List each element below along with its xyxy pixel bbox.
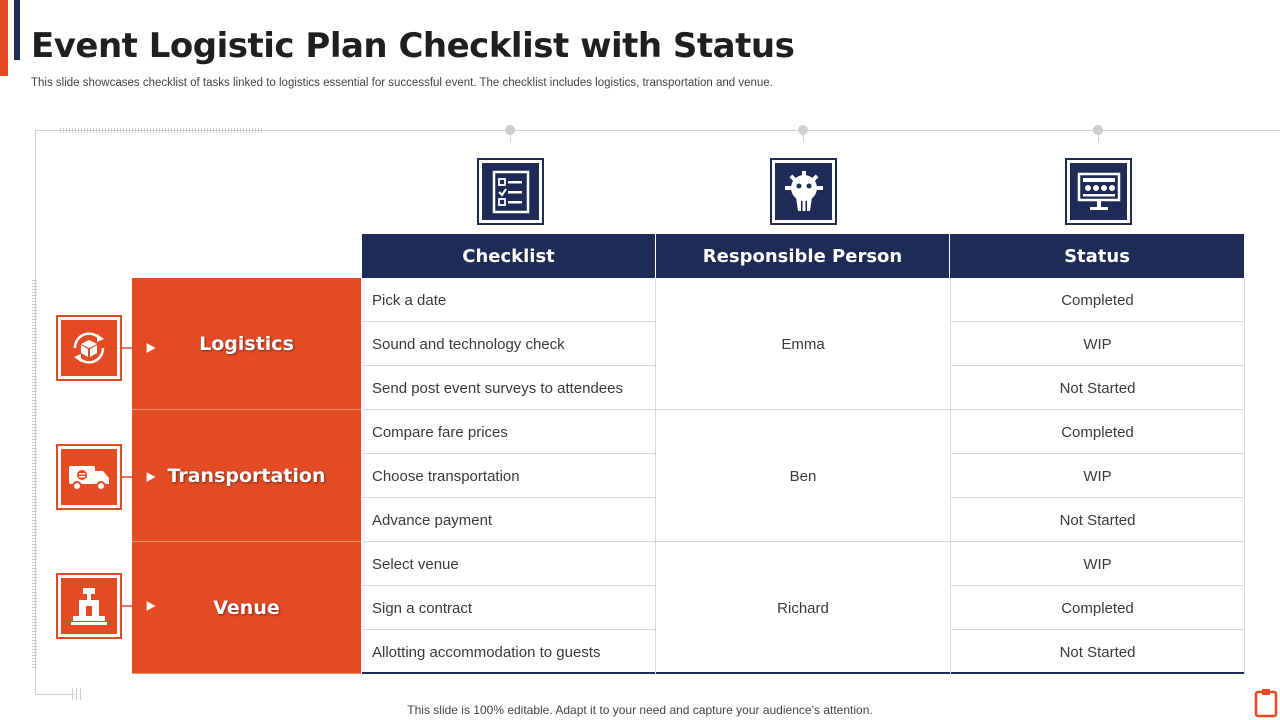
task-cell: Sign a contract (362, 586, 656, 630)
frame-bottom-line (35, 694, 75, 695)
checklist-column-icon-frame (477, 158, 544, 225)
checklist-table (362, 278, 1245, 674)
responsible-person-cell: Emma (781, 335, 825, 353)
accent-bar-orange (0, 0, 8, 76)
accent-bar-navy (14, 0, 20, 60)
status-cell: Not Started (950, 366, 1245, 410)
box-cycle-icon (67, 326, 111, 370)
task-cell: Choose transportation (362, 454, 656, 498)
checklist-icon (492, 170, 530, 214)
status-cell: Not Started (950, 498, 1245, 542)
frame-top-dots (60, 128, 263, 133)
pin-line (1098, 134, 1099, 142)
task-cell: Send post event surveys to attendees (362, 366, 656, 410)
venue-icon-frame (56, 573, 122, 639)
pin-line (510, 134, 511, 142)
header-responsible-person: Responsible Person (656, 234, 950, 278)
venue-building-icon (69, 584, 109, 628)
clipboard-icon[interactable] (1254, 688, 1278, 718)
responsible-person-cell: Ben (789, 467, 817, 485)
status-column-icon-frame (1065, 158, 1132, 225)
frame-tick (80, 688, 81, 700)
logistics-arrow-icon (122, 341, 158, 355)
task-cell: Allotting accommodation to guests (362, 630, 656, 674)
footer-note: This slide is 100% editable. Adapt it to your need and capture your audience’s attention. (407, 703, 873, 717)
table-header (362, 234, 1244, 278)
status-cell: Completed (950, 278, 1245, 322)
category-transportation: Transportation (132, 410, 361, 542)
task-cell: Advance payment (362, 498, 656, 542)
task-cell: Pick a date (362, 278, 656, 322)
status-cell: Completed (950, 410, 1245, 454)
responsible-person-cell: Richard (777, 599, 829, 617)
pin-line (803, 134, 804, 142)
page-title: Event Logistic Plan Checklist with Status (31, 26, 795, 66)
transportation-arrow-icon (122, 470, 158, 484)
page-subtitle: This slide showcases checklist of tasks linked to logistics essential for successful event. The checklist includes logistics, transportation and venue. (31, 77, 773, 89)
logistics-icon-frame (56, 315, 122, 381)
frame-tick (76, 688, 77, 700)
status-cell: Completed (950, 586, 1245, 630)
task-cell: Select venue (362, 542, 656, 586)
header-checklist: Checklist (362, 234, 656, 278)
monitor-rating-icon (1077, 172, 1121, 212)
category-venue: Venue (132, 542, 361, 674)
category-logistics: Logistics (132, 278, 361, 410)
gear-person-icon (782, 170, 826, 214)
status-cell: WIP (950, 542, 1245, 586)
responsible-column-icon-frame (770, 158, 837, 225)
truck-icon (67, 460, 111, 494)
status-cell: WIP (950, 322, 1245, 366)
status-cell: Not Started (950, 630, 1245, 674)
task-cell: Sound and technology check (362, 322, 656, 366)
frame-left-dots (32, 280, 37, 670)
header-status: Status (950, 234, 1244, 278)
transportation-icon-frame (56, 444, 122, 510)
frame-tick (72, 688, 73, 700)
status-cell: WIP (950, 454, 1245, 498)
task-cell: Compare fare prices (362, 410, 656, 454)
venue-arrow-icon (122, 599, 158, 613)
